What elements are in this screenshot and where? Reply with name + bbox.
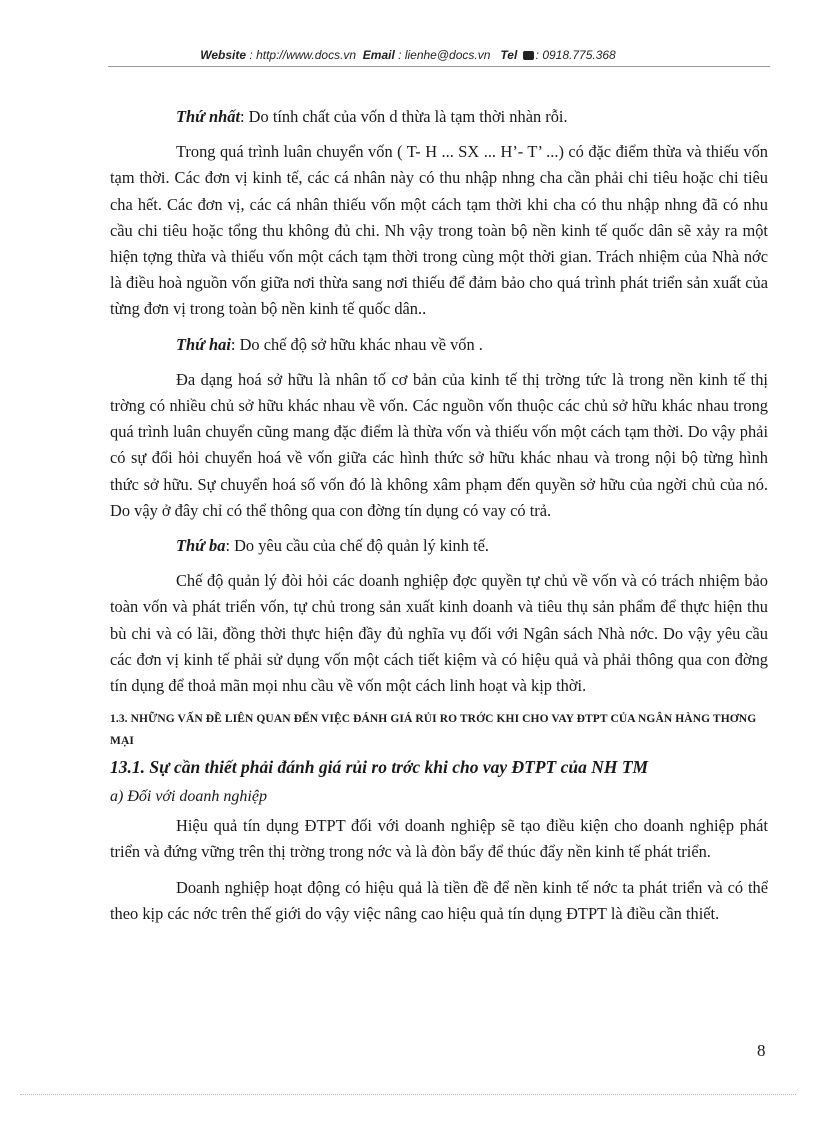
- paragraph: Hiệu quả tín dụng ĐTPT đối với doanh nghiệp sẽ tạo điều kiện cho doanh nghiệp phát triển và đứng vững trên thị trờng trong nớc và là đòn bẩy để thúc đẩy nền kinh tế phát triển.: [110, 816, 768, 862]
- paragraph-thu-nhat: [110, 104, 768, 130]
- email-label: Email: [362, 48, 395, 62]
- paragraph-lead: Thứ ba: [176, 536, 226, 556]
- paragraph-text: : Do yêu cầu của chế độ quản lý kinh tế.: [225, 536, 489, 556]
- phone-icon: [523, 51, 534, 60]
- footer-divider: [20, 1094, 796, 1095]
- paragraph-lead: Thứ nhất: [176, 107, 241, 126]
- paragraph: Đa dạng hoá sở hữu là nhân tố cơ bản của kinh tế thị trờng tức là trong nền kinh tế thị trờng có nhiều chủ sở hữu khác nhau về vốn. Các nguồn vốn thuộc các chủ sở hữu khác nhau trong quá trình luân chuyển cũng mang đặc điểm là thừa vốn và thiếu vốn một cách tạm thời. Do vậy phải có sự đổi hỏi chuyển hoá về vốn giữa các hình thức sở hữu khác nhau và trong nội bộ từng hình thức sở hữu. Sự chuyển hoá số vốn đó là không xâm phạm đến quyền sở hữu của ngời chủ của nó. Do vậy ở đây chỉ có thể thông qua con đờng tín dụng có vay có trả.: [110, 369, 768, 520]
- subsection-heading: 13.1. Sự cần thiết phải đánh giá rủi ro trớc khi cho vay ĐTPT của NH TM: [110, 757, 649, 778]
- paragraph-text: : Do tính chất của vốn d thừa là tạm thời nhàn rỗi.: [240, 107, 568, 126]
- website-url[interactable]: http://www.docs.vn: [256, 48, 357, 62]
- tel-label: Tel: [500, 48, 518, 62]
- paragraph-text: : Do chế độ sở hữu khác nhau về vốn .: [230, 334, 483, 354]
- paragraph-thu-ba: [110, 533, 768, 559]
- email-value[interactable]: lienhe@docs.vn: [404, 48, 491, 62]
- document-body: [110, 104, 768, 936]
- section-heading: 1.3. NHỮNG VẤN ĐỀ LIÊN QUAN ĐẾN VIỆC ĐÁNH GIÁ RỦI RO TRỚC KHI CHO VAY ĐTPT CỦA NGÂN HÀNG THƠNG MẠI: [110, 713, 757, 748]
- paragraph: Trong quá trình luân chuyển vốn ( T- H ... SX ... H’- T’ ...) có đặc điểm thừa và thiếu vốn tạm thời. Các đơn vị kinh tế, các cá nhân này có thu nhập nhng cha cần phải chi tiêu hoặc chi tiêu cha hết. Các đơn vị, các cá nhân thiếu vốn một cách tạm thời khi cha có thu nhập nhng đã có nhu cầu chi tiêu hoặc tổng thu không đủ chi. Nh vậy trong toàn bộ nền kinh tế quốc dân sẽ xảy ra một hiện tợng thừa và thiếu vốn một cách tạm thời trong cùng một thời gian. Trách nhiệm của Nhà nớc là điều hoà nguồn vốn giữa nơi thừa sang nơi thiếu để đảm bảo cho quá trình phát triển sản xuất của từng đơn vị trong toàn bộ nền kinh tế quốc dân..: [110, 142, 768, 319]
- paragraph: Doanh nghiệp hoạt động có hiệu quả là tiền đề để nền kinh tế nớc ta phát triển và có thể theo kịp các nớc trên thế giới do vậy việc nâng cao hiệu quả tín dụng ĐTPT là điều cần thiết.: [110, 877, 768, 923]
- paragraph-lead: Thứ hai: [176, 334, 231, 354]
- subheading: a) Đối với doanh nghiệp: [110, 788, 267, 806]
- header-divider: [108, 66, 770, 67]
- website-label: Website: [200, 48, 247, 62]
- paragraph-thu-hai: [110, 332, 768, 358]
- page-number: 8: [757, 1041, 766, 1060]
- paragraph: Chế độ quản lý đòi hỏi các doanh nghiệp đợc quyền tự chủ về vốn và có trách nhiệm bảo toàn vốn và phát triển vốn, tự chủ trong sản xuất kinh doanh và tiêu thụ sản phẩm để thực hiện thu bù chi và có lãi, đồng thời thực hiện đầy đủ nghĩa vụ đối với Ngân sách Nhà nớc. Do vậy yêu cầu các đơn vị kinh tế phải sử dụng vốn một cách tiết kiệm và có hiệu quả và phải thông qua con đờng tín dụng để thoả mãn mọi nhu cầu về vốn một cách linh hoạt và kịp thời.: [110, 571, 768, 696]
- email-sep: :: [394, 48, 405, 62]
- page-header: [0, 48, 816, 62]
- tel-value: : 0918.775.368: [535, 48, 616, 62]
- website-sep: :: [246, 48, 257, 62]
